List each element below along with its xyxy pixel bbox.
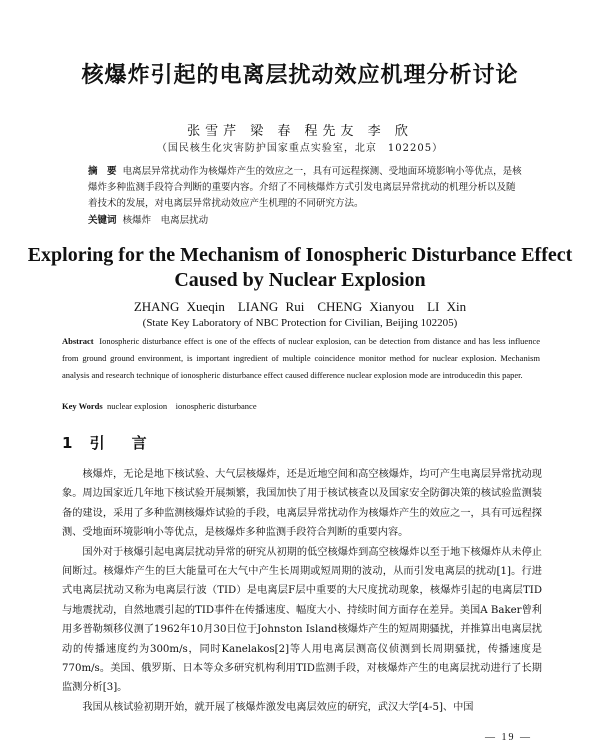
chinese-abstract-label: 摘 要 (88, 166, 117, 177)
english-keywords (62, 400, 540, 412)
english-keywords-text: nuclear explosion ionospheric disturbance (106, 401, 257, 411)
section-number: 1 (62, 434, 79, 452)
chinese-affiliation: （国民核生化灾害防护国家重点实验室，北京 102205） (156, 143, 444, 154)
body-text (62, 465, 542, 717)
body-paragraph: 我国从核试验初期开始，就开展了核爆炸激发电离层效应的研究，武汉大学[4-5]、中国 (82, 701, 474, 713)
english-abstract (62, 333, 540, 384)
english-authors: ZHANG Xueqin LIANG Rui CHENG Xianyou LI Xin (133, 299, 467, 314)
body-paragraph: 国外对于核爆引起电离层扰动异常的研究从初期的低空核爆炸到高空核爆炸以至于地下核爆炸从未停止间断过。核爆炸产生的巨大能量可在大气中产生长周期或短周期的波动，从而引发电离层的扰动[1]。行进式电离层扰动又称为电离层行波（TID）是电离层F层中重要的大尺度扰动现象，核爆炸引起的电离层TID与地震扰动，自然地震引起的TID事件在传播速度、幅度大小、持续时间方面存在差异。美国A Baker曾利用多普勒频移仪测了1962年10月30日位于Johnston Island核爆炸产生的短周期骚扰，并推算出电离层扰动的传播速度约为300m/s，同时Kanelakos[2]等人用电离层测高仪侦测到长周期骚扰，传播速度是770m/s。美国、俄罗斯、日本等众多研究机构利用TID监测手段，对核爆炸产生的电离层扰动进行了长期监测分析[3]。 (62, 546, 542, 694)
chinese-keywords-label: 关键词 (88, 215, 117, 226)
english-keywords-label: Key Words (62, 401, 103, 411)
chinese-keywords-text: 核爆炸 电离层扰动 (122, 215, 209, 226)
chinese-title: 核爆炸引起的电离层扰动效应机理分析讨论 (81, 63, 519, 88)
english-abstract-text: Ionospheric disturbance effect is one of the effects of nuclear explosion, can be detection from distance and has less influence from ground ground environment, is important ingredient of multiple coincidence monitor method for nuclear explosion. Mechanism analysis and research technique of ionospheric disturbance effect caused difference nuclear explosion mode are introducedin this paper. (62, 336, 540, 380)
section-title: 引 言 (89, 434, 153, 452)
chinese-authors: 张雪芹 梁 春 程先友 李 欣 (187, 124, 413, 139)
page-number: — 19 — (485, 732, 532, 743)
section-heading (62, 432, 153, 453)
english-affiliation: (State Key Laboratory of NBC Protection for Civilian, Beijing 102205) (142, 317, 458, 329)
english-abstract-label: Abstract (62, 336, 94, 346)
body-paragraph: 核爆炸，无论是地下核试验、大气层核爆炸，还是近地空间和高空核爆炸，均可产生电离层异常扰动现象。周边国家近几年地下核试验开展频繁，我国加快了用于核试核查以及国家安全防御决策的核试验监测装备的建设，采用了多种监测核爆炸试验的手段，电离层异常扰动作为核爆炸产生的效应之一，具有可远程探测、受地面环境影响小等优点，是核爆炸多种监测手段符合判断的重要内容。 (62, 469, 542, 539)
english-title: Exploring for the Mechanism of Ionospheric Disturbance Effect Caused by Nuclear Explosion (27, 244, 573, 291)
chinese-keywords (88, 212, 523, 226)
chinese-abstract-text: 电离层异常扰动作为核爆炸产生的效应之一，具有可远程探测、受地面环境影响小等优点，是核爆炸多种监测手段符合判断的重要内容。介绍了不同核爆炸方式引发电离层异常扰动的机理分析以及随着技术的发展，对电离层异常扰动效应产生机理的不同研究方法。 (88, 166, 522, 209)
chinese-abstract (88, 164, 523, 212)
